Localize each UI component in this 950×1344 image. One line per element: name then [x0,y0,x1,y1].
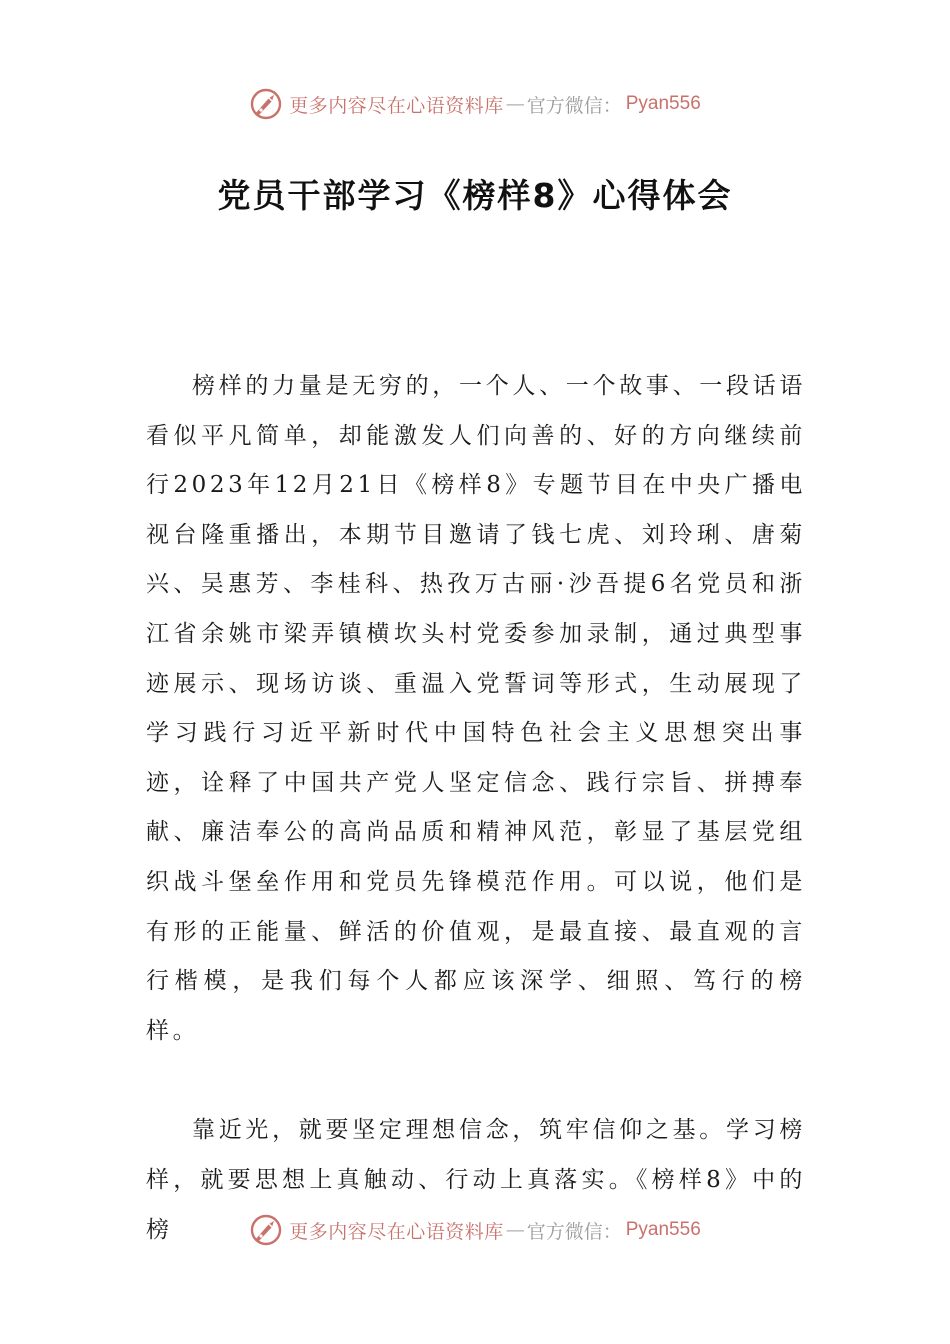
paragraph: 靠近光，就要坚定理想信念，筑牢信仰之基。学习榜样，就要思想上真触动、行动上真落实。《榜样8》中的榜 [146,1117,806,1243]
banner-wechat-label: 官方微信： [526,1220,622,1243]
banner-wechat-id: Pyan556 [625,1219,701,1240]
banner-text: 更多内容尽在心语资料库 [289,94,504,117]
banner-separator: — [505,1219,525,1241]
pen-nib-circle-icon [249,87,283,121]
document-body [146,362,806,1255]
document-title: 党员干部学习《榜样8》心得体会 [217,176,733,215]
banner-wechat-label: 官方微信： [526,94,622,117]
footer-banner [0,1210,950,1250]
banner-separator: — [505,93,525,115]
paragraph: 榜样的力量是无穷的，一个人、一个故事、一段话语看似平凡简单，却能激发人们向善的、好的方向继续前行2023年12月21日《榜样8》专题节目在中央广播电视台隆重播出，本期节目邀请了钱七虎、刘玲琍、唐菊兴、吴惠芳、李桂科、热孜万古丽·沙吾提6名党员和浙江省余姚市梁弄镇横坎头村党委参加录制，通过典型事迹展示、现场访谈、重温入党誓词等形式，生动展现了学习践行习近平新时代中国特色社会主义思想突出事迹，诠释了中国共产党人坚定信念、践行宗旨、拼搏奉献、廉洁奉公的高尚品质和精神风范，彰显了基层党组织战斗堡垒作用和党员先锋模范作用。可以说，他们是有形的正能量、鲜活的价值观，是最直接、最直观的言行楷模，是我们每个人都应该深学、细照、笃行的榜样。 [146,373,806,1044]
header-banner [0,84,950,124]
pen-nib-circle-icon [249,1213,283,1247]
banner-text: 更多内容尽在心语资料库 [289,1220,504,1243]
banner-wechat-id: Pyan556 [625,93,701,114]
